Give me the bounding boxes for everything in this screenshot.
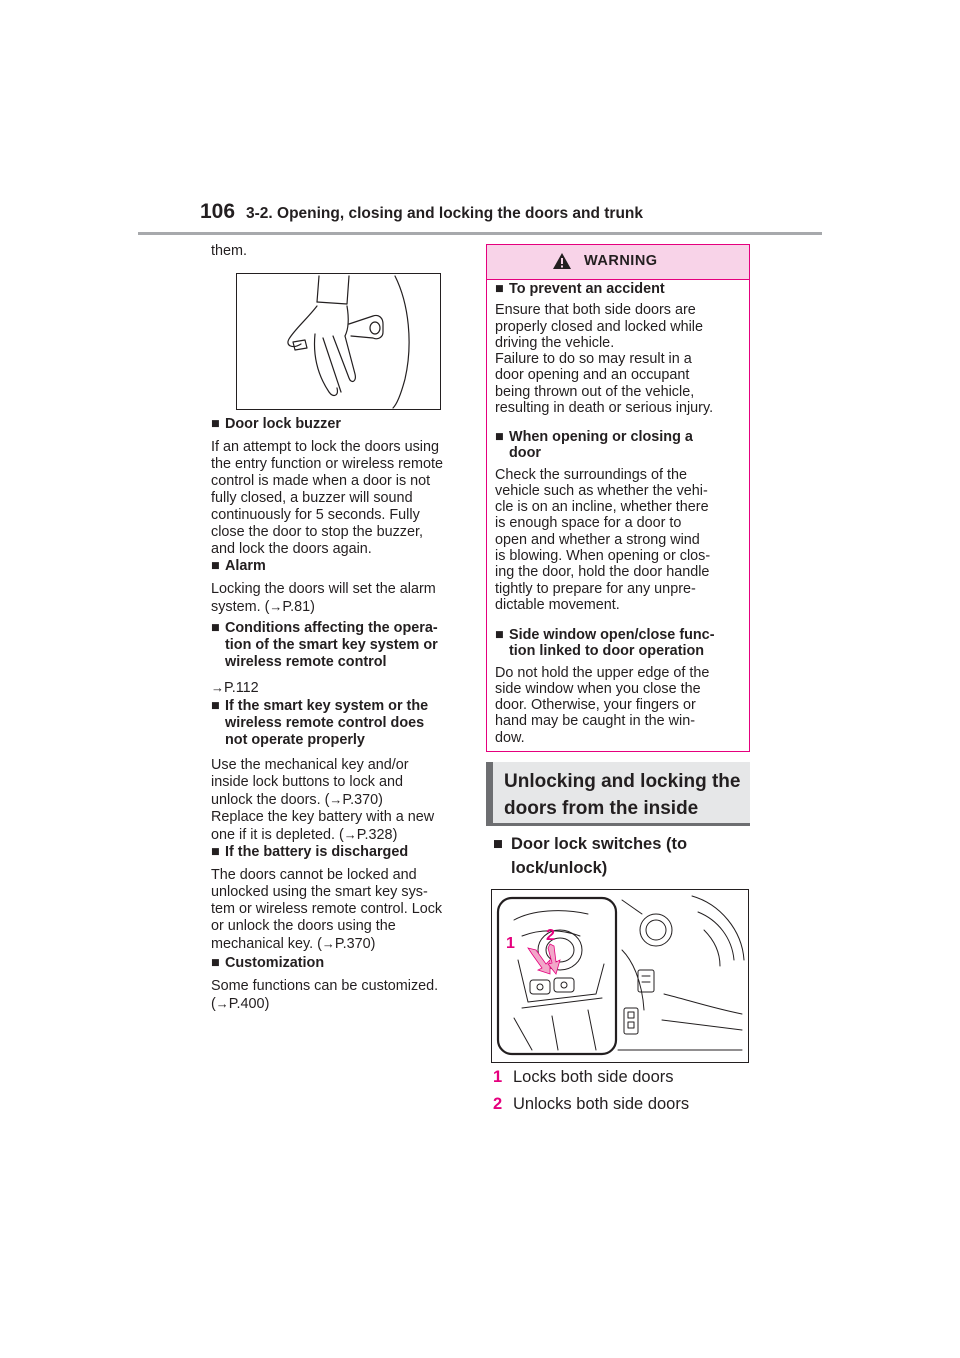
battery-text: The doors cannot be locked and unlocked using the smart key sys- tem or wireless remote control. Lock or unlock the doors using the mechanical key. (→P.370) — [211, 867, 443, 952]
square-bullet-icon: ■ — [211, 558, 220, 574]
section-heading-unlocking-locking: Unlocking and locking the doors from the inside — [486, 762, 750, 826]
door-lock-buzzer-text: If an attempt to lock the doors using the entry function or wireless remote control is made when a door is not fully closed, a buzzer will sound continuously for 5 seconds. Fully close the door to stop the buzzer, and lock the doors again. — [211, 439, 443, 557]
heading-conditions: ■ Conditions affecting the opera- tion of the smart key system or wireless remote control — [211, 620, 438, 670]
page-number: 106 — [200, 200, 236, 223]
arrow-icon: → — [269, 599, 283, 614]
square-bullet-icon: ■ — [493, 835, 503, 853]
legend-number: 1 — [493, 1068, 503, 1086]
arrow-icon: → — [343, 827, 357, 842]
square-bullet-icon: ■ — [211, 416, 220, 432]
heading-door-lock-buzzer: ■ Door lock buzzer — [211, 416, 341, 432]
not-operate-text: Use the mechanical key and/or inside lock buttons to lock and unlock the doors. (→P.370) Replace the key battery with a new one if it is depleted. (→P.328) — [211, 757, 435, 843]
heading-door-lock-switches: ■ Door lock switches (to lock/unlock) — [493, 832, 743, 880]
square-bullet-icon: ■ — [211, 955, 220, 971]
square-bullet-icon: ■ — [211, 698, 220, 714]
heading-not-operate: ■ If the smart key system or the wireless remote control does not operate properly — [211, 698, 429, 748]
heading-customization: ■ Customization — [211, 955, 325, 971]
svg-text:2: 2 — [546, 927, 555, 944]
legend-item — [493, 1068, 674, 1087]
square-bullet-icon: ■ — [495, 429, 504, 445]
arrow-icon: → — [211, 680, 224, 695]
customization-text: Some functions can be customized. (→P.400) — [211, 978, 439, 1012]
warning-prevent-accident-text: Ensure that both side doors are properly closed and locked while driving the vehicle. Failure to do so may result in a door opening and an occupant being thrown out of the vehicle, resulting in death or serious injury. — [495, 302, 714, 417]
arrow-icon: → — [215, 996, 229, 1011]
square-bullet-icon: ■ — [211, 844, 220, 860]
page-reference-link[interactable]: P.328 — [356, 827, 393, 843]
page-reference-link[interactable]: P.370 — [342, 792, 379, 808]
page-reference-link[interactable]: P.400 — [228, 996, 265, 1012]
page-reference-link[interactable]: P.112 — [224, 680, 259, 696]
door-lock-switch-illustration — [491, 889, 749, 1063]
warning-opening-closing-text: Check the surroundings of the vehicle such as whether the vehi- cle is on an incline, whether there is enough space for a door to open and whether a strong wind is blowing. When opening or clos- ing the door, hold the door handle tightly to prepare for any unpre- dictable movement. — [495, 466, 711, 613]
square-bullet-icon: ■ — [495, 281, 504, 297]
heading-alarm: ■ Alarm — [211, 558, 266, 574]
section-heading-bar — [486, 762, 493, 826]
warning-heading-side-window: ■ Side window open/close func- tion linked to door operation — [495, 627, 715, 660]
arrow-icon: → — [321, 936, 335, 951]
warning-heading-prevent-accident: ■ To prevent an accident — [495, 281, 665, 297]
square-bullet-icon: ■ — [495, 627, 504, 643]
heading-battery-discharged: ■ If the battery is discharged — [211, 844, 409, 860]
page-reference-link[interactable]: P.81 — [282, 599, 311, 615]
warning-header — [487, 245, 749, 280]
legend-number: 2 — [493, 1095, 503, 1113]
square-bullet-icon: ■ — [211, 620, 220, 636]
arrow-icon: → — [329, 792, 343, 807]
hand-touching-door-handle-illustration — [236, 273, 441, 410]
warning-side-window-text: Do not hold the upper edge of the side window when you close the door. Otherwise, your fingers or hand may be caught in the win- dow. — [495, 664, 710, 746]
warning-triangle-icon — [552, 252, 572, 270]
page-reference-link[interactable]: P.370 — [334, 936, 371, 952]
intro-text: them. — [211, 243, 247, 259]
warning-box — [486, 244, 750, 752]
legend-text: Locks both side doors — [513, 1068, 674, 1086]
legend-item — [493, 1095, 689, 1114]
legend-text: Unlocks both side doors — [513, 1095, 690, 1113]
alarm-text: Locking the doors will set the alarm system. (→P.81) — [211, 581, 436, 615]
header-rule — [138, 232, 822, 235]
section-heading-underline — [486, 823, 750, 826]
svg-text:1: 1 — [506, 935, 515, 952]
section-title: 3-2. Opening, closing and locking the doors and trunk — [246, 205, 644, 222]
warning-label: WARNING — [584, 253, 658, 269]
warning-heading-opening-closing-door: ■ When opening or closing a door — [495, 429, 693, 462]
